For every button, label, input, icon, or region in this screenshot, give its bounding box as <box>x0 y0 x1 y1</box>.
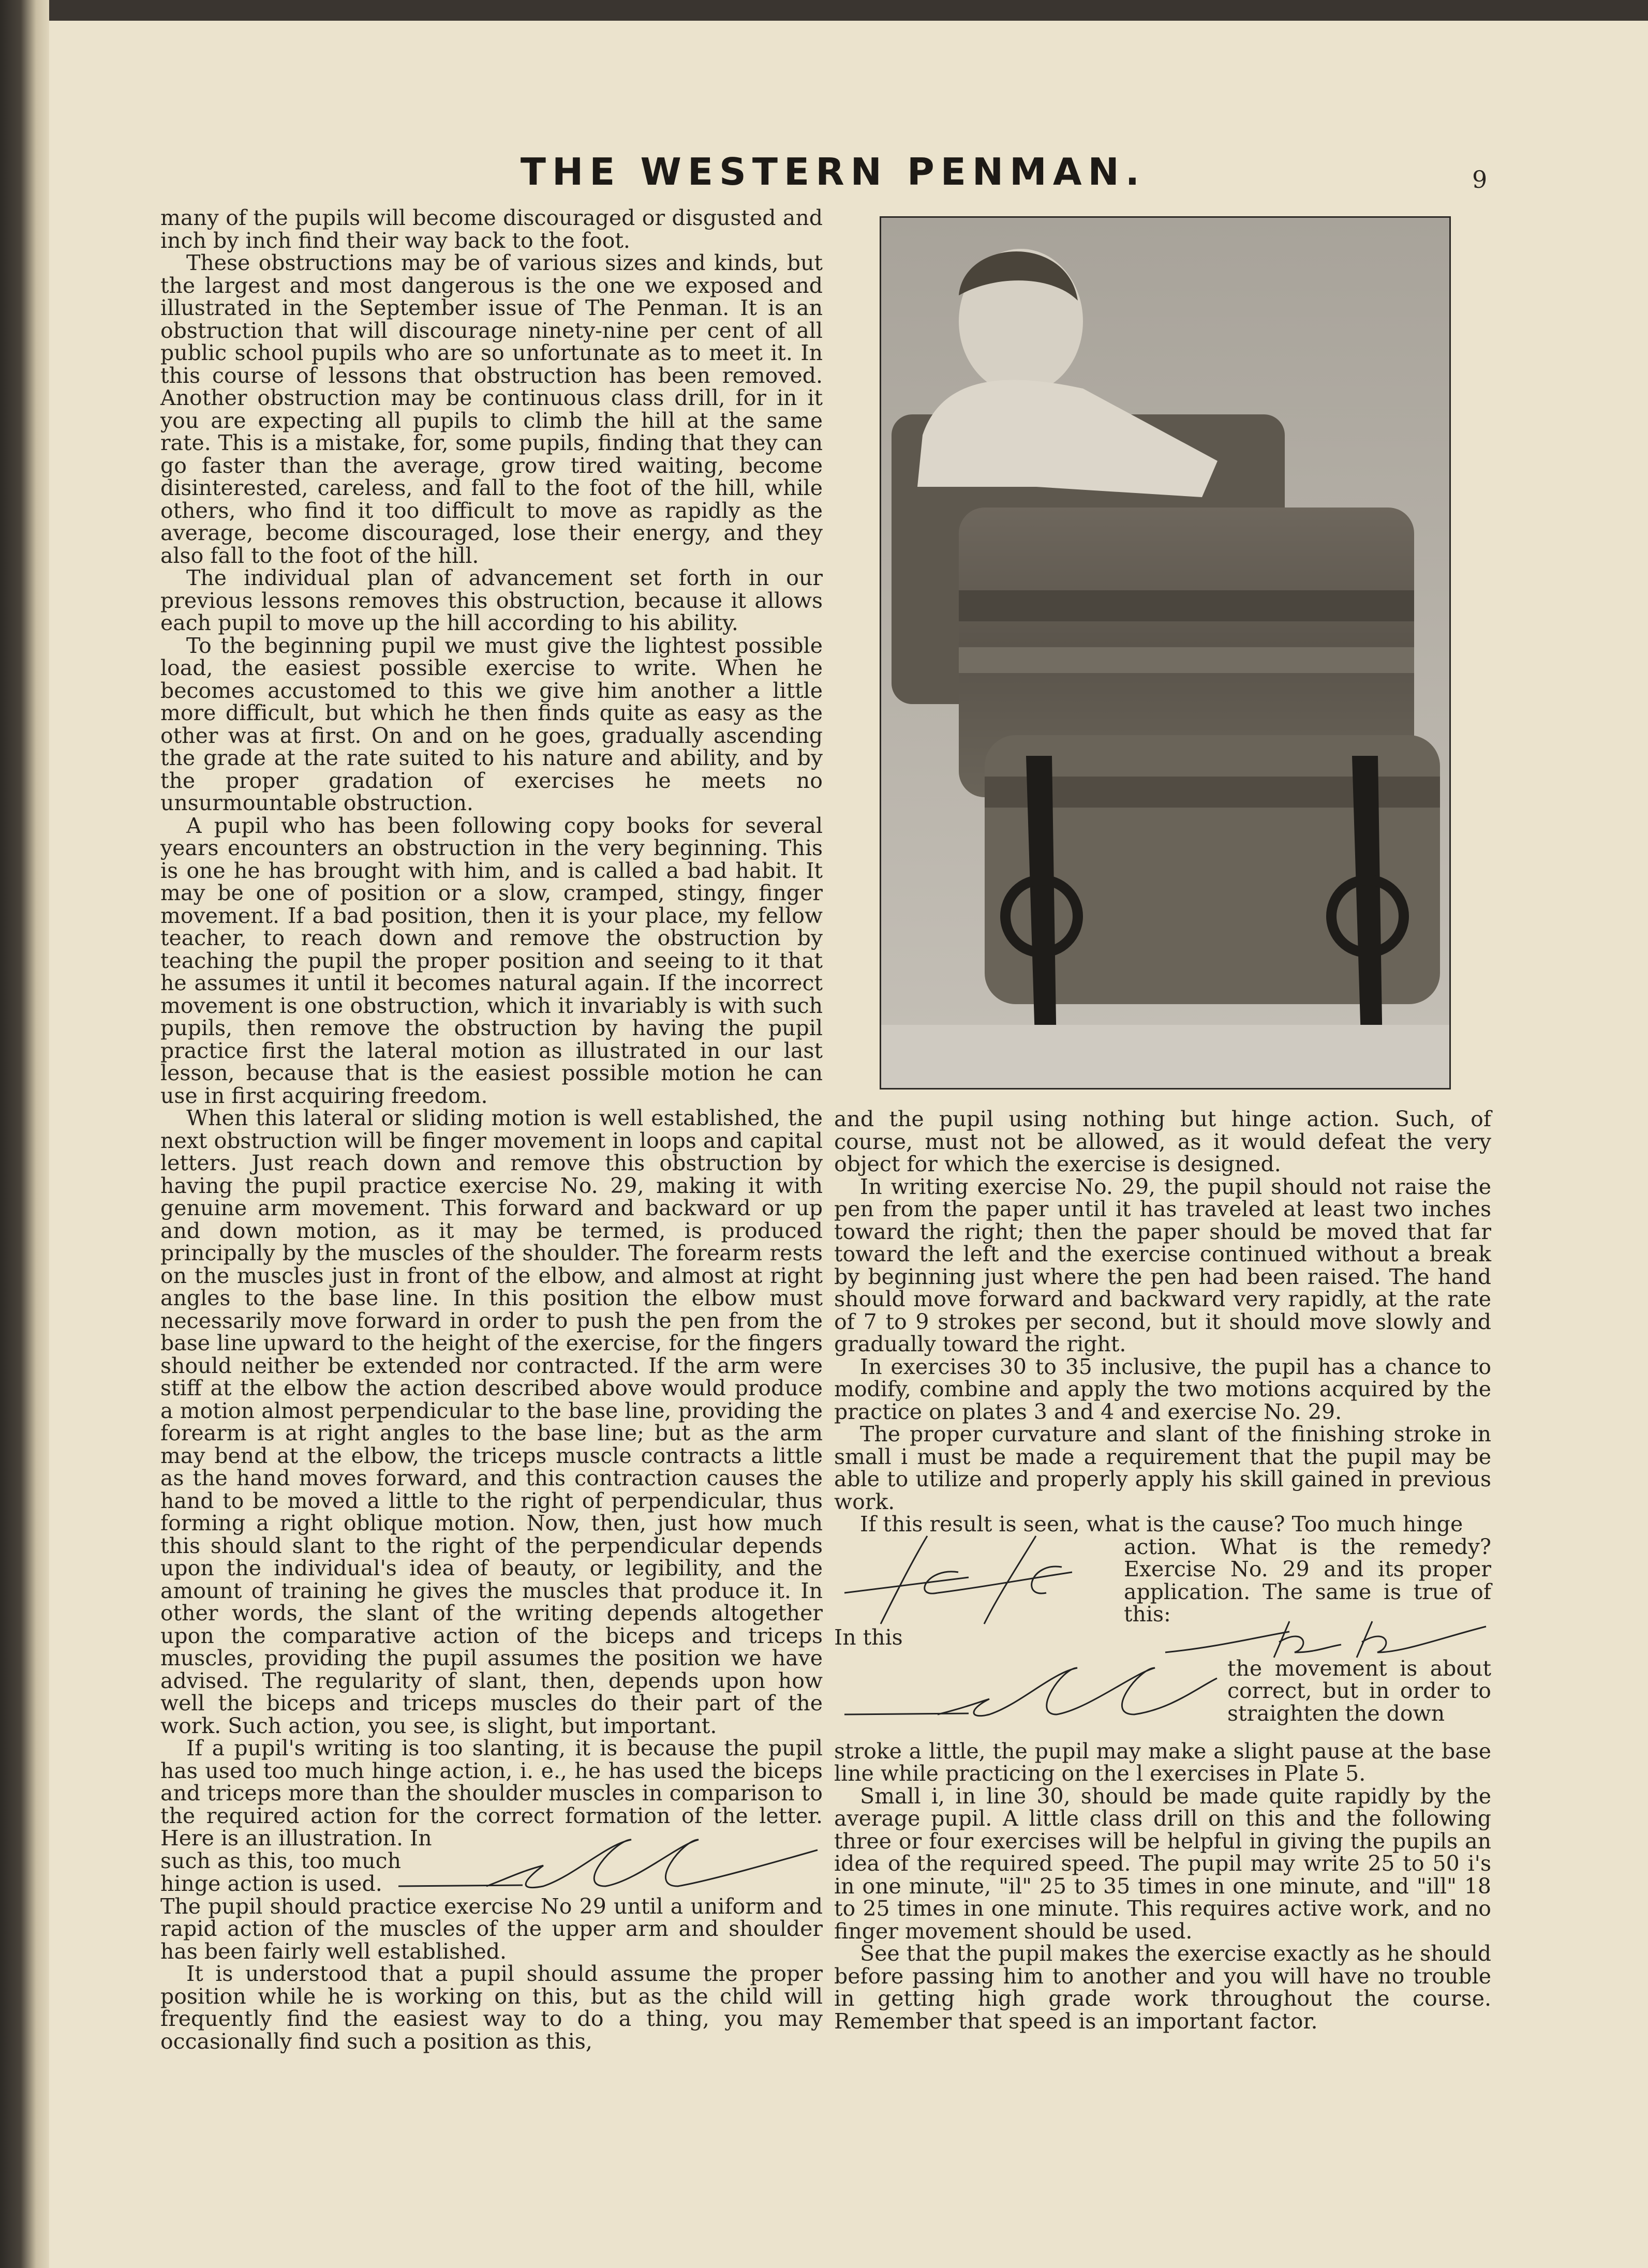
paragraph: and the pupil using nothing but hinge action. Such, of course, must not be allowed, as it would defeat the very object for which the exercise is designed. <box>834 1107 1491 1176</box>
book-binding <box>0 0 49 2268</box>
penmanship-k-specimen <box>1155 1616 1491 1663</box>
paragraph: In exercises 30 to 35 inclusive, the pupil has a chance to modify, combine and apply the two motions acquired by the practice on plates 3 and 4 and exercise No. 29. <box>834 1354 1491 1424</box>
paragraph: In this <box>834 1624 903 1650</box>
paragraph: If a pupil's writing is too slanting, it is because the pupil has used too much hinge action, i. e., he has used the biceps and triceps more than the shoulder muscles in comparison to the required action for the correct formation of the letter. Here is an illustration. In <box>160 1736 823 1851</box>
penmanship-ll-specimen <box>834 1658 1222 1725</box>
paragraph: See that the pupil makes the exercise exactly as he should before passing him to another and you will have no trouble in getting high grade work throughout the course. Remember that speed is an important factor. <box>834 1941 1491 2034</box>
left-column <box>160 207 823 2053</box>
paragraph: many of the pupils will become discouraged or disgusted and inch by inch find their way back to the foot. <box>160 205 823 253</box>
paragraph: Small i, in line 30, should be made quite rapidly by the average pupil. A little class drill on this and the following three or four exercises will be helpful in giving the pupils an idea of the required speed. The pupil may write 25 to 50 i's in one minute, "il" 25 to 35 times in one minute, and "ill" 18 to 25 times in one minute. This requires active work, and no finger movement should be used. <box>834 1783 1491 1944</box>
photograph-boy-at-desk <box>880 216 1451 1090</box>
page-title: THE WESTERN PENMAN. <box>520 150 1146 193</box>
paragraph: The individual plan of advancement set forth in our previous lessons removes this obstruction, because it allows each pupil to move up the hill according to his ability. <box>160 565 823 635</box>
paragraph: The pupil should practice exercise No 29 until a uniform and rapid action of the muscles of the upper arm and shoulder has been fairly well established. <box>160 1893 823 1964</box>
paragraph: the movement is about correct, but in order to straighten the down <box>1227 1655 1491 1726</box>
right-column <box>834 1108 1491 2033</box>
specimen-row-f <box>834 1536 1491 1627</box>
boy-at-desk-image <box>881 218 1449 1088</box>
paragraph: A pupil who has been following copy books for several years encounters an obstruction in the very beginning. This is one he has brought with him, and is called a bad habit. It may be one of position or a slow, cramped, stingy, finger movement. If a bad position, then it is your place, my fellow teacher, to reach down and remove the obstruction by teaching the pupil the proper position and seeing to it that he assumes it until it becomes natural again. If the incorrect movement is one obstruction, which it invariably is with such pupils, then remove the obstruction by having the pupil practice first the lateral motion as illustrated in our last lesson, because that is the easiest possible motion he can use in first acquiring freedom. <box>160 813 823 1108</box>
penmanship-f-specimen <box>834 1531 1124 1629</box>
paragraph: such as this, too much <box>160 1848 401 1873</box>
specimen-row-ill <box>160 1850 823 1896</box>
paragraph: In writing exercise No. 29, the pupil should not raise the pen from the paper until it has traveled at least two inches toward the right; then the paper should be moved that far toward the left and the exercise continued without a break by beginning just where the pen had been raised. The hand should move forward and backward very rapidly, at the rate of 7 to 9 strokes per second, but it should move slowly and gradually toward the right. <box>834 1174 1491 1356</box>
penmanship-ill-specimen <box>388 1829 823 1897</box>
paragraph: If this result is seen, what is the cause? Too much hinge <box>860 1512 1463 1536</box>
paragraph: When this lateral or sliding motion is well established, the next obstruction will be finger movement in loops and capital letters. Just reach down and remove this obstruction by having the pupil practice exercise No. 29, making it with genuine arm movement. This forward and backward or up and down motion, as it may be termed, is produced principally by the muscles of the shoulder. The forearm rests on the muscles just in front of the elbow, and almost at right angles to the base line. In this position the elbow must necessarily move forward in order to push the pen from the base line upward to the height of the exercise, for the fingers should neither be extended nor contracted. If the arm were stiff at the elbow the action described above would produce a motion almost perpendicular to the base line, providing the forearm is at right angles to the base line; but as the arm may bend at the elbow, the triceps muscle contracts a little as the hand moves forward, and this contraction causes the hand to be moved a little to the right of perpendicular, thus forming a right oblique motion. Now, then, just how much this should slant to the right of the perpendicular depends upon the individual's idea of beauty, or legibility, and the amount of training he gives the muscles that produce it. In other words, the slant of the writing depends altogether upon the comparative action of the biceps and triceps muscles, providing the pupil assumes the position we have advised. The regularity of slant, then, depends upon how well the biceps and triceps muscles do their part of the work. Such action, you see, is slight, but important. <box>160 1106 823 1738</box>
page-number: 9 <box>1472 166 1488 193</box>
paragraph: hinge action is used. <box>160 1871 382 1896</box>
specimen-row-k <box>834 1624 1491 1740</box>
paragraph: stroke a little, the pupil may make a slight pause at the base line while practicing on the l exercises in Plate 5. <box>834 1738 1491 1786</box>
paragraph: action. What is the remedy? Exercise No. 29 and its proper application. The same is true of this: <box>1124 1534 1491 1627</box>
paragraph: The proper curvature and slant of the finishing stroke in small i must be made a requirement that the pupil may be able to utilize and properly apply his skill gained in previous work. <box>834 1422 1491 1514</box>
paragraph: These obstructions may be of various sizes and kinds, but the largest and most dangerous is the one we exposed and illustrated in the September issue of The Penman. It is an obstruction that will discourage ninety-nine per cent of all public school pupils who are so unfortunate as to meet it. In this course of lessons that obstruction has been removed. Another obstruction may be continuous class drill, for in it you are expecting all pupils to climb the hill at the same rate. This is a mistake, for, some pupils, finding that they can go faster than the average, grow tired waiting, become disinterested, careless, and fall to the foot of the hill, while others, who find it too difficult to move as rapidly as the average, become discouraged, lose their energy, and they also fall to the foot of the hill. <box>160 250 823 568</box>
paragraph: To the beginning pupil we must give the lightest possible load, the easiest possible exercise to write. When he becomes accustomed to this we give him another a little more difficult, but which he then finds quite as easy as the other was at first. On and on he goes, gradually ascending the grade at the rate suited to his nature and ability, and by the proper gradation of exercises he meets no unsurmountable obstruction. <box>160 633 823 815</box>
paragraph: It is understood that a pupil should assume the proper position while he is working on this, but as the child will frequently find the easiest way to do a thing, you may occasionally find such a position as this, <box>160 1961 823 2054</box>
